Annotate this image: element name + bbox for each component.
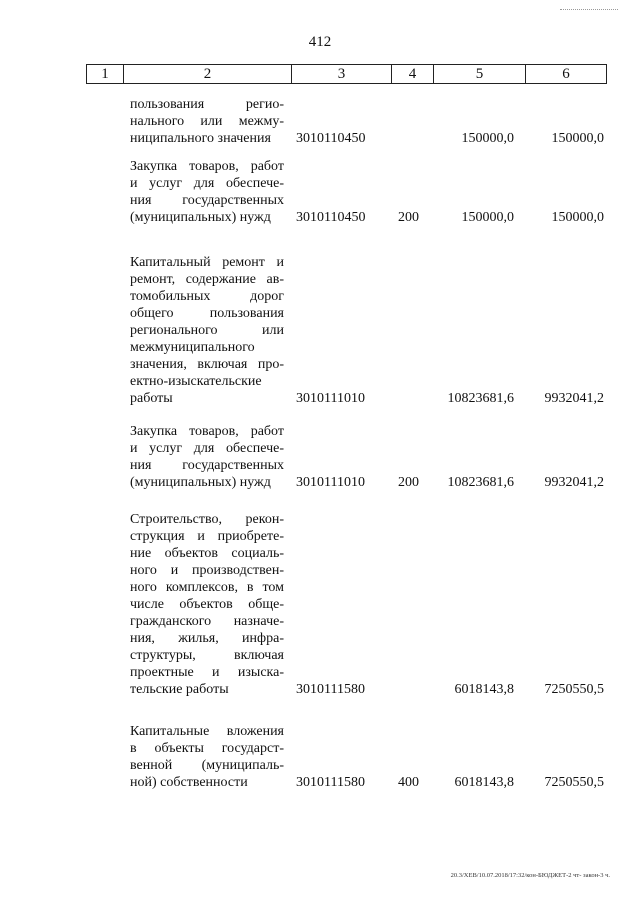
desc-line: структуры, включая [130,648,284,663]
desc-line: общего пользования [130,306,284,321]
row-description [130,511,284,698]
row-description [130,158,284,226]
row-expense-type: 200 [398,475,419,490]
desc-line: в объекты государст- [130,741,284,756]
row-value-col6: 9932041,2 [544,391,604,406]
desc-line: томобильных дорог [130,289,284,304]
header-col-4: 4 [391,64,433,84]
header-col-6: 6 [525,64,607,84]
desc-line: Строительство, рекон- [130,512,284,527]
row-code: 3010111580 [296,775,365,790]
row-expense-type: 200 [398,210,419,225]
desc-line: ния государственных [130,458,284,473]
desc-line: ного и производствен- [130,563,284,578]
desc-line: струкция и приобрете- [130,529,284,544]
desc-line: межмуниципального [130,340,255,355]
corner-mark [560,9,618,10]
desc-line: ного комплексов, в том [130,580,284,595]
desc-line: Закупка товаров, работ [130,424,284,439]
desc-line: ремонт, содержание ав- [130,272,284,287]
row-value-col6: 9932041,2 [544,475,604,490]
row-expense-type: 400 [398,775,419,790]
row-description [130,723,284,791]
row-value-col6: 150000,0 [551,131,604,146]
row-description [130,423,284,491]
desc-line: (муниципальных) нужд [130,210,271,225]
desc-line: ной) собственности [130,775,248,790]
row-value-col5: 6018143,8 [454,775,514,790]
desc-line: пользования регио- [130,97,284,112]
desc-line: проектные и изыска- [130,665,284,680]
row-value-col5: 10823681,6 [447,391,514,406]
row-code: 3010111580 [296,682,365,697]
row-description [130,254,284,407]
row-description [130,96,284,147]
header-col-1: 1 [86,64,123,84]
desc-line: и услуг для обеспече- [130,176,284,191]
row-value-col6: 150000,0 [551,210,604,225]
desc-line: ектно-изыскательские [130,374,262,389]
desc-line: (муниципальных) нужд [130,475,271,490]
desc-line: ниципального значения [130,131,271,146]
desc-line: ния, жилья, инфра- [130,631,284,646]
row-value-col5: 10823681,6 [447,475,514,490]
desc-line: венной (муниципаль- [130,758,284,773]
desc-line: Капитальные вложения [130,724,284,739]
row-code: 3010111010 [296,391,365,406]
desc-line: нального или межму- [130,114,284,129]
page-number: 412 [308,34,332,50]
header-col-5: 5 [433,64,525,84]
row-value-col5: 150000,0 [461,131,514,146]
desc-line: регионального или [130,323,284,338]
row-code: 3010110450 [296,131,366,146]
row-code: 3010111010 [296,475,365,490]
desc-line: тельские работы [130,682,229,697]
row-value-col6: 7250550,5 [544,682,604,697]
desc-line: и услуг для обеспече- [130,441,284,456]
desc-line: Закупка товаров, работ [130,159,284,174]
row-value-col5: 6018143,8 [454,682,514,697]
desc-line: ния государственных [130,193,284,208]
desc-line: значения, включая про- [130,357,284,372]
desc-line: числе объектов обще- [130,597,284,612]
desc-line: ние объектов социаль- [130,546,284,561]
header-col-2: 2 [123,64,291,84]
desc-line: работы [130,391,173,406]
row-value-col6: 7250550,5 [544,775,604,790]
row-value-col5: 150000,0 [461,210,514,225]
desc-line: Капитальный ремонт и [130,255,284,270]
footer-stamp: 20.3/XEB/10.07.2018/17:32/кон-БЮДЖЕТ-2 чт- закон-3 ч. [450,872,610,879]
header-col-3: 3 [291,64,391,84]
desc-line: гражданского назначе- [130,614,284,629]
row-code: 3010110450 [296,210,366,225]
